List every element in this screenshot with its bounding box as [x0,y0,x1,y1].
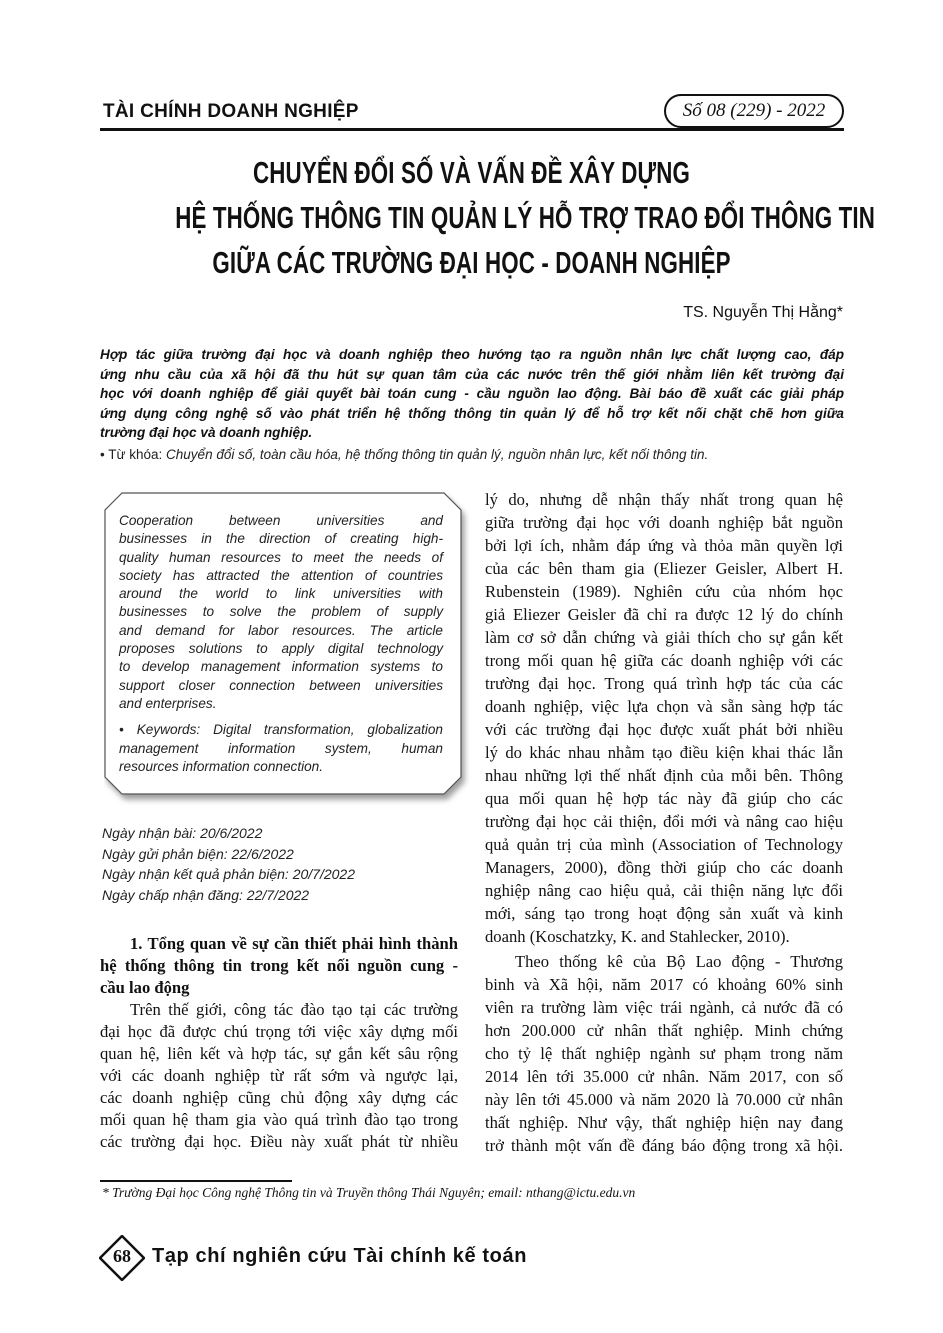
author: TS. Nguyễn Thị Hằng* [683,304,843,321]
section-label: TÀI CHÍNH DOANH NGHIỆP [103,101,359,122]
text-line: around the world to link universities with [119,586,443,602]
english-abstract-text [119,512,443,713]
text-line: đại học đã được chú trọng tới việc xây dựng mối [100,1022,458,1041]
text-line: cho tỷ lệ thất nghiệp ngành sư phạm trong năm [485,1044,843,1063]
english-abstract [119,512,443,776]
text-line: nghiệp nâng cao hiệu quả, cải thiện năng lực đổi [485,881,843,900]
text-line: bởi lợi ích, nhằm đáp ứng và thỏa mãn quyền lợi [485,536,843,555]
text-line: quality human resources to meet the needs of [119,549,443,565]
date-received: Ngày nhận bài: 20/6/2022 [102,825,263,841]
text-line: businesses to solve the problem of supply [119,604,443,620]
section-heading [100,933,458,999]
text-line: với các trường đại học được xuất phát bởi nhiều [485,720,843,739]
title-line: GIỮA CÁC TRƯỜNG ĐẠI HỌC - DOANH NGHIỆP [212,245,731,280]
text-line: doanh nghiệp, việc lựa chọn và sẵn sàng hợp tác [485,697,843,716]
text-line: and enterprises. [119,695,217,711]
text-line: businesses in the direction of creating high- [119,531,443,547]
text-line: trường đại học. Trong quá trình hợp tác của các [485,674,843,693]
text-line: resources information connection. [119,758,324,774]
text-line: quả quản trị của mình (Association of Technology [485,835,843,854]
text-line: lý do, nhưng dễ nhận thấy nhất trong quan hệ [485,490,843,509]
text-line: society has attracted the attention of countries [119,567,443,583]
footnote: * Trường Đại học Công nghệ Thông tin và Truyền thông Thái Nguyên; email: nthang@ictu.edu.vn [102,1185,636,1200]
text-line: giả Eliezer Geisler đã chỉ ra được 12 lý do chính [485,605,843,624]
issue-badge: Số 08 (229) - 2022 [664,94,844,128]
page-number: 68 [113,1246,131,1266]
text-line: Managers, 2000), đồng thời giúp cho các doanh [485,858,843,877]
text-line: Cooperation between universities and [119,513,443,528]
text-line: của các bên tham gia (Eliezer Geisler, Albert H. [485,559,843,578]
text-line: qua mối quan hệ hợp tác này đã giúp cho các [485,789,843,808]
text-line: làm cơ sở dẫn chứng và giải thích cho sự gắn kết [485,628,843,647]
text-line: trong mối quan hệ giữa các doanh nghiệp với các [485,651,843,670]
right-column [485,488,843,1157]
text-line: mối quan hệ tham gia vào quá trình đào tạo trong [100,1110,458,1129]
text-line: thất nghiệp. Như vậy, thất nghiệp hiện nay đang [485,1113,843,1132]
text-line: trở thành một vấn đề đáng báo động trong xã hội. [485,1136,843,1155]
article-dates [102,823,355,905]
body-paragraph [485,950,843,1157]
text-line: trường đại học cải thiện, đổi mới và nâng cao hiệu [485,812,843,831]
text-line: hệ thống thông tin trong kết nối nguồn cung - [100,956,458,975]
text-line: với các doanh nghiệp từ rất sớm và ngược lại, [100,1066,458,1085]
text-line: to develop management information systems to [119,659,443,675]
text-line: Trên thế giới, công tác đào tạo tại các trường [130,1000,458,1019]
text-line: cầu lao động [100,978,190,997]
date-accepted: Ngày chấp nhận đăng: 22/7/2022 [102,886,310,903]
text-line: 2014 lên tới 35.000 cử nhân. Năm 2017, con số [485,1067,843,1086]
text-line: and demand for labor resources. The article [119,622,443,638]
keywords-text: Chuyển đổi số, toàn cầu hóa, hệ thống thông tin quản lý, nguồn nhân lực, kết nối thông tin. [166,447,709,462]
text-line: trường đại học và doanh nghiệp. [100,425,313,441]
abstract-vi [100,345,844,443]
text-line: binh và Xã hội, năm 2017 có khoảng 60% sinh [485,975,843,994]
text-line: học với doanh nghiệp để giải quyết bài toán cung - cầu nguồn lao động. Bài báo đề xuất các giải pháp [100,386,844,402]
text-line: nhau những lợi thế nhất định của mỗi bên. Thông [485,766,843,785]
english-abstract-box [104,492,462,798]
text-line: viên ra trường làm việc trái ngành, cả nước đã có [485,998,843,1017]
keywords-en [119,721,443,776]
text-line: proposes solutions to apply digital technology [119,641,443,657]
text-line: Rubenstein (1989). Nghiên cứu của nhóm học [485,582,843,601]
keywords-vi [100,447,708,462]
body-paragraph [485,488,843,948]
body-paragraph [100,999,458,1153]
text-line: Theo thống kê của Bộ Lao động - Thương [515,952,843,971]
article-title [60,150,883,285]
text-line: support closer connection between universities [119,677,443,693]
title-line: HỆ THỐNG THÔNG TIN QUẢN LÝ HỖ TRỢ TRAO ĐỔI THÔNG TIN [175,200,876,235]
text-line: lý do khác nhau nhằm tạo điều kiện khai thác lẫn [485,743,843,762]
text-line: 1. Tổng quan về sự cần thiết phải hình thành [130,934,458,953]
text-line: các trường đại học. Điều này xuất phát từ nhiều [100,1132,458,1151]
header-rule [100,128,844,131]
keywords-label: • Từ khóa: [100,447,167,462]
date-review-result: Ngày nhận kết quả phản biện: 20/7/2022 [102,866,355,882]
text-line: • Keywords: Digital transformation, globalization [119,722,443,738]
text-line: Hợp tác giữa trường đại học và doanh nghiệp theo hướng tạo ra nguồn nhân lực chất lượng cao, đáp [100,347,844,362]
text-line: mới, sáng tạo trong hoạt động sản xuất và kinh [485,904,843,923]
title-line: CHUYỂN ĐỔI SỐ VÀ VẤN ĐỀ XÂY DỰNG [253,155,690,190]
journal-name: Tạp chí nghiên cứu Tài chính kế toán [152,1245,528,1267]
text-line: quan hệ, liên kết và hợp tác, sự gắn kết sâu rộng [100,1044,458,1063]
text-line: giữa trường đại học với doanh nghiệp bắt nguồn [485,513,843,532]
text-line: các doanh nghiệp cũng chủ động xây dựng các [100,1088,458,1107]
text-line: hơn 200.000 cử nhân thất nghiệp. Minh chứng [485,1021,843,1040]
text-line: này lên tới 45.000 và năm 2020 là 70.000 cử nhân [485,1090,843,1109]
text-line: management information system, human [119,740,443,756]
date-review-sent: Ngày gửi phản biện: 22/6/2022 [102,845,294,862]
text-line: ứng nhu cầu của xã hội đã thu hút sự quan tâm của các nước trên thế giới nhằm liên kết trường đại [100,366,844,382]
text-line: doanh (Koschatzky, K. and Stahlecker, 2010). [485,927,790,946]
footnote-rule [100,1180,292,1182]
text-line: ứng dụng công nghệ số vào phát triển hệ thống thông tin quản lý để hỗ trợ kết nối chặt chẽ hơn giữa [100,405,844,421]
left-column [100,933,458,1153]
